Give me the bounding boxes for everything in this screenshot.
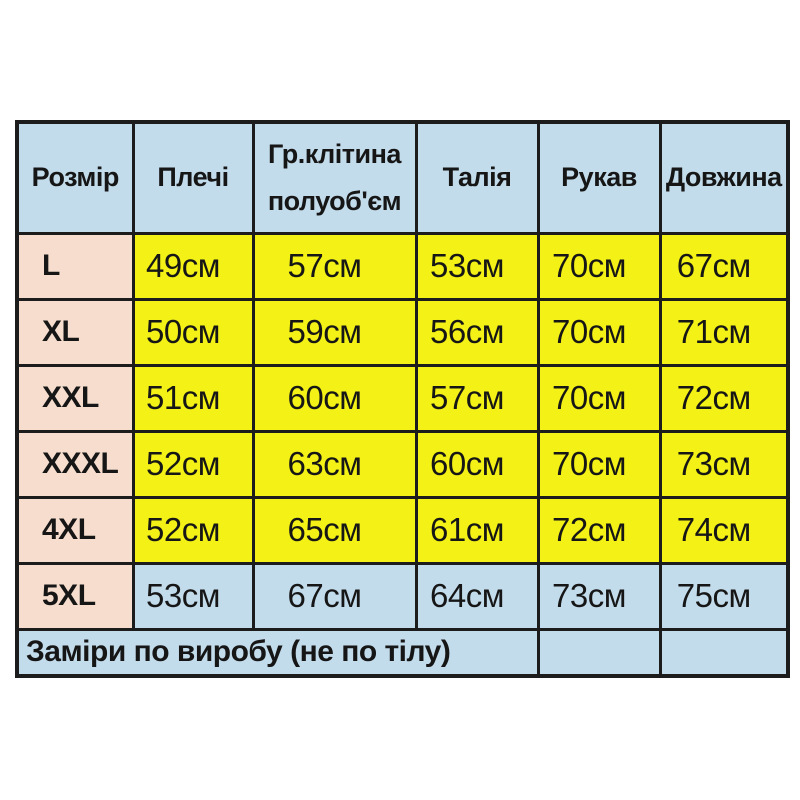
waist-value: 64см	[416, 563, 538, 629]
header-waist: Талія	[416, 122, 538, 233]
size-label: XL	[17, 299, 133, 365]
length-value: 72см	[660, 365, 788, 431]
length-value: 73см	[660, 431, 788, 497]
header-chest-line2: полуоб'єм	[267, 185, 402, 216]
header-sleeve: Рукав	[538, 122, 660, 233]
table-row-4xl	[17, 497, 788, 563]
sleeve-value: 70см	[538, 431, 660, 497]
shoulders-value: 52см	[133, 497, 253, 563]
sleeve-value: 70см	[538, 299, 660, 365]
footer-row	[17, 629, 788, 676]
chest-value: 59см	[253, 299, 416, 365]
size-label: 5XL	[17, 563, 133, 629]
chest-value: 60см	[253, 365, 416, 431]
waist-value: 57см	[416, 365, 538, 431]
length-value: 74см	[660, 497, 788, 563]
table-row-xxxl	[17, 431, 788, 497]
measurement-note: Заміри по виробу (не по тілу)	[17, 629, 538, 676]
waist-value: 60см	[416, 431, 538, 497]
table-row-l	[17, 233, 788, 299]
size-chart-table	[15, 120, 790, 678]
table-row-xxl	[17, 365, 788, 431]
header-size: Розмір	[17, 122, 133, 233]
size-label: XXXL	[17, 431, 133, 497]
header-chest	[253, 122, 416, 233]
header-shoulders: Плечі	[133, 122, 253, 233]
shoulders-value: 53см	[133, 563, 253, 629]
length-value: 75см	[660, 563, 788, 629]
sleeve-value: 70см	[538, 233, 660, 299]
header-length: Довжина	[660, 122, 788, 233]
header-row	[17, 122, 788, 233]
sleeve-value: 72см	[538, 497, 660, 563]
chest-value: 65см	[253, 497, 416, 563]
header-chest-line1: Гр.клітина	[268, 138, 401, 169]
footer-empty-cell-length	[660, 629, 788, 676]
shoulders-value: 51см	[133, 365, 253, 431]
footer-empty-cell-sleeve	[538, 629, 660, 676]
chest-value: 57см	[253, 233, 416, 299]
waist-value: 56см	[416, 299, 538, 365]
shoulders-value: 49см	[133, 233, 253, 299]
table-row-5xl	[17, 563, 788, 629]
chest-value: 63см	[253, 431, 416, 497]
size-label: XXL	[17, 365, 133, 431]
chest-value: 67см	[253, 563, 416, 629]
waist-value: 61см	[416, 497, 538, 563]
shoulders-value: 50см	[133, 299, 253, 365]
length-value: 67см	[660, 233, 788, 299]
size-label: L	[17, 233, 133, 299]
sleeve-value: 70см	[538, 365, 660, 431]
length-value: 71см	[660, 299, 788, 365]
waist-value: 53см	[416, 233, 538, 299]
shoulders-value: 52см	[133, 431, 253, 497]
table-row-xl	[17, 299, 788, 365]
size-label: 4XL	[17, 497, 133, 563]
sleeve-value: 73см	[538, 563, 660, 629]
